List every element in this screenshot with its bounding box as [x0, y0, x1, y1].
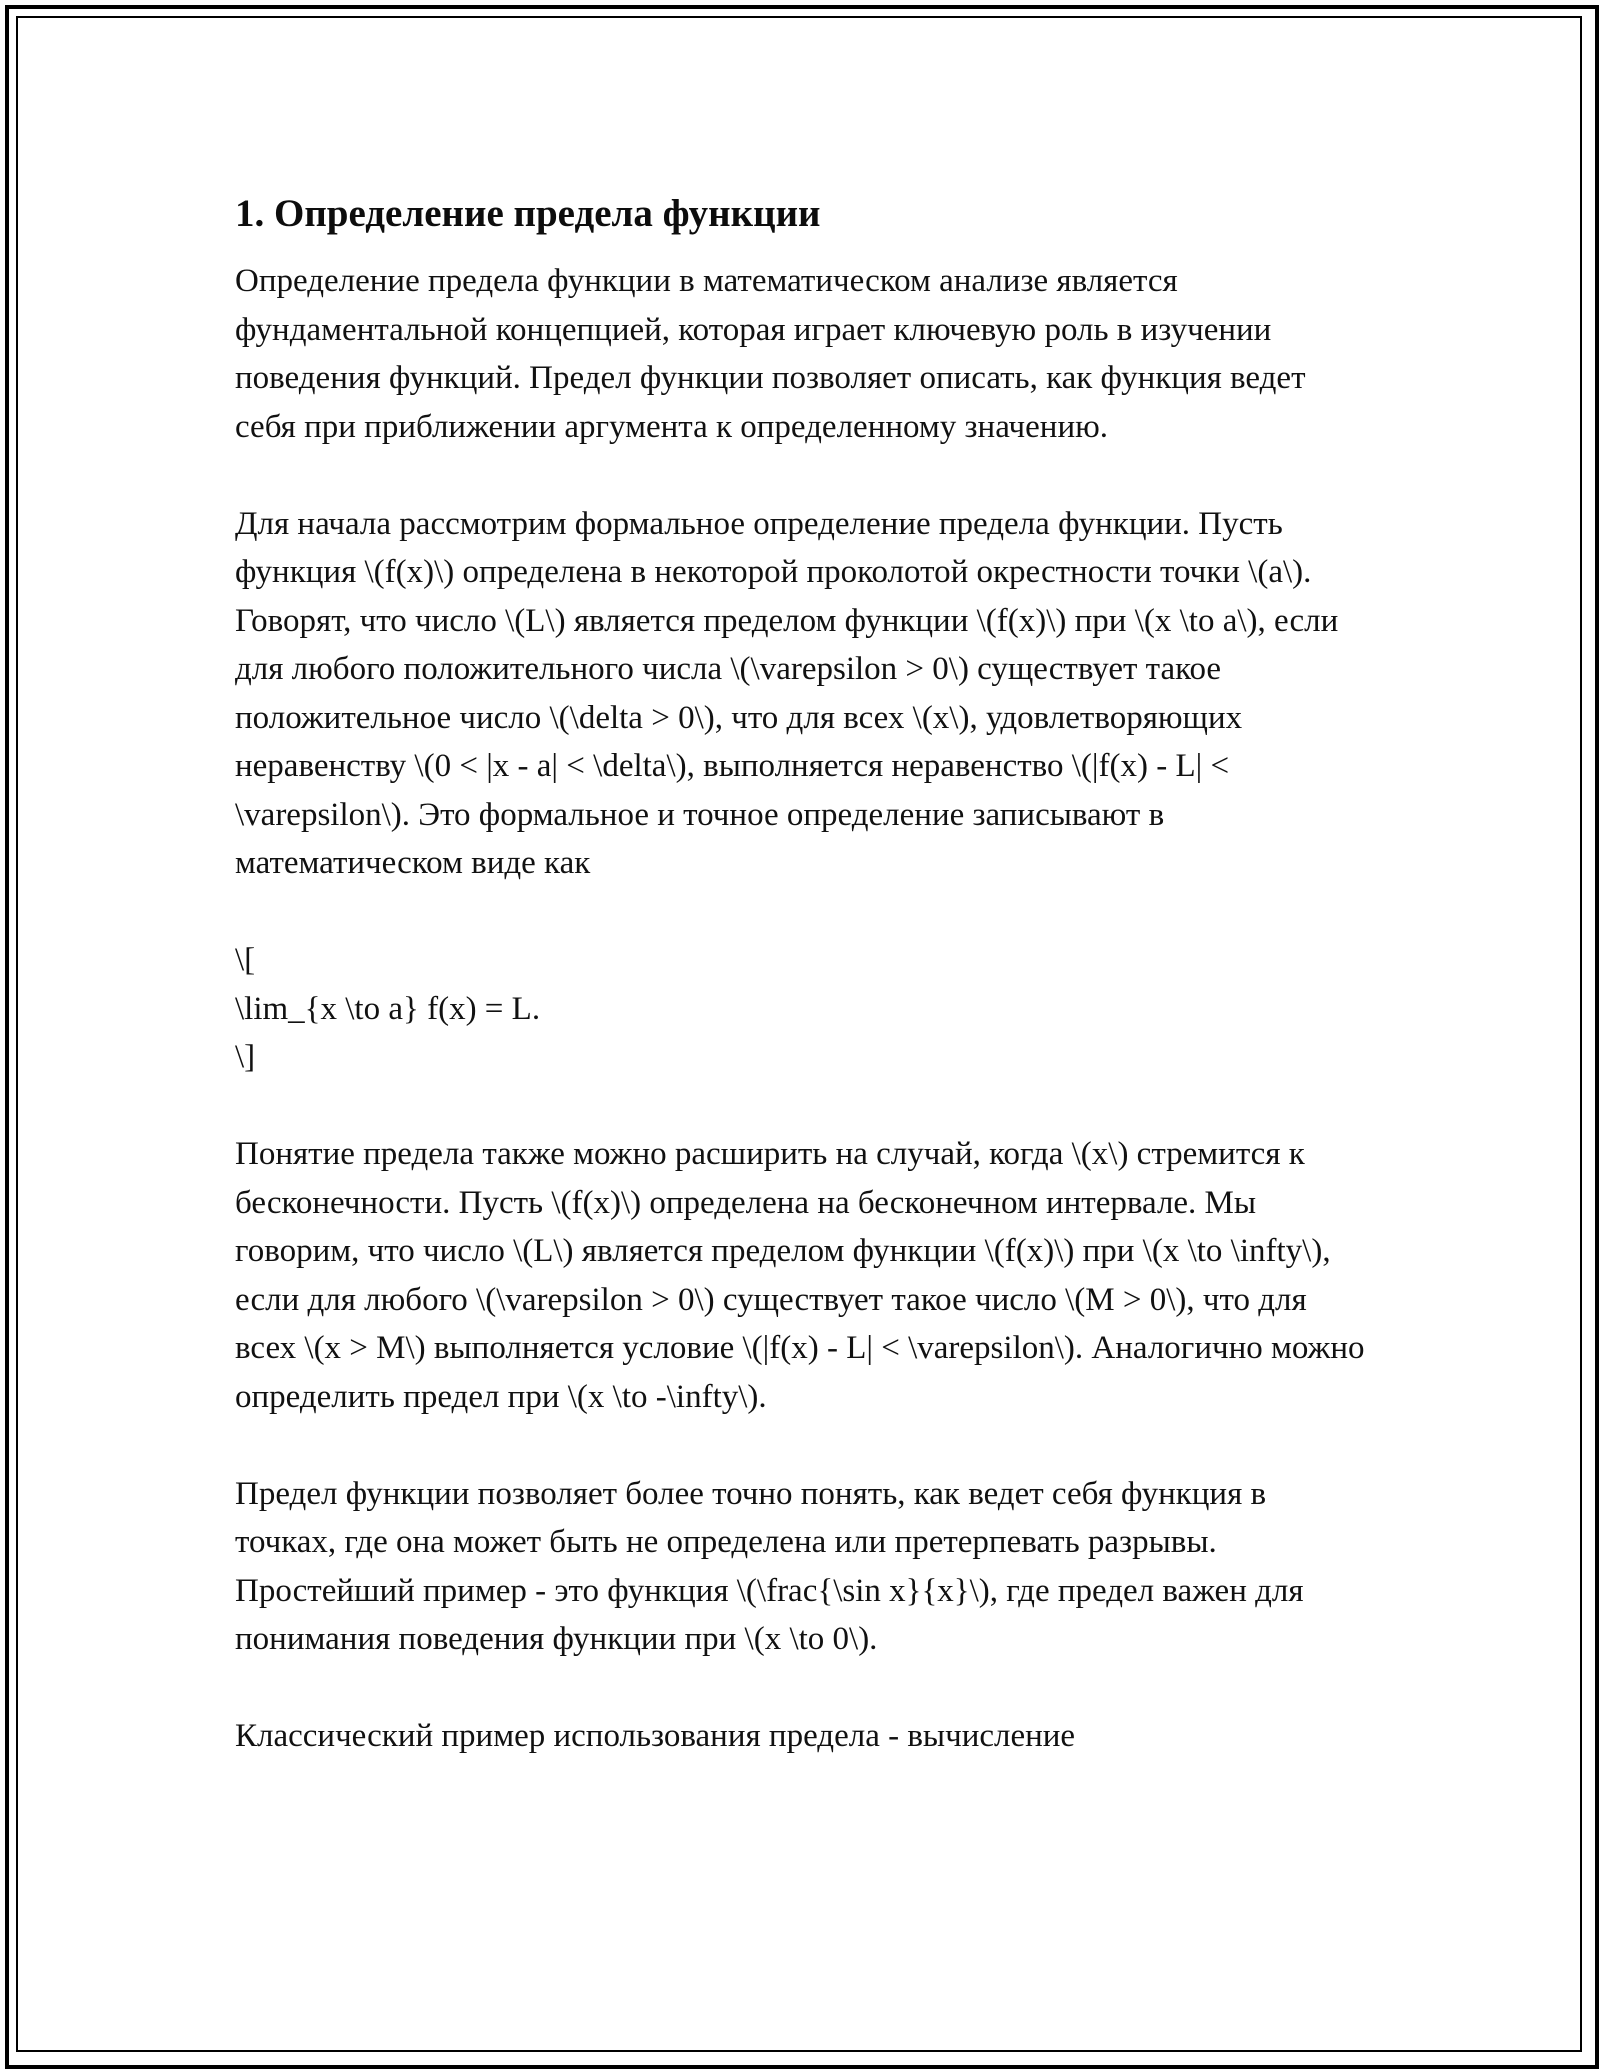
section-heading: 1. Определение предела функции	[235, 192, 821, 235]
paragraph-classic-example: Классический пример использования предела - вычисление	[235, 1718, 1076, 1754]
document-body	[235, 188, 1370, 1761]
paragraph-intro: Определение предела функции в математическом анализе является фундаментальной концепцией, которая играет ключевую роль в изучении поведения функций. Предел функции позволяет описать, как функция ведет себя при приближении аргумента к определенному значению.	[235, 263, 1306, 445]
paragraph-limit-at-infinity: Понятие предела также можно расширить на случай, когда \(x\) стремится к бесконечности. Пусть \(f(x)\) определена на бесконечном интервале. Мы говорим, что число \(L\) является пределом функции \(f(x)\) при \(x \to \infty\), если для любого \(\varepsilon > 0\) существует такое число \(M > 0\), что для всех \(x > M\) выполняется условие \(|f(x) - L| < \varepsilon\). Аналогично можно определить предел при \(x \to -\infty\).	[235, 1136, 1365, 1415]
paragraph-formal-definition: Для начала рассмотрим формальное определение предела функции. Пусть функция \(f(x)\) определена в некоторой проколотой окрестности точки \(a\). Говорят, что число \(L\) является пределом функции \(f(x)\) при \(x \to a\), если для любого положительного числа \(\varepsilon > 0\) существует такое положительное число \(\delta > 0\), что для всех \(x\), удовлетворяющих неравенству \(0 < |x - a| < \delta\), выполняется неравенство \(|f(x) - L| < \varepsilon\). Это формальное и точное определение записывают в математическом виде как	[235, 505, 1339, 881]
paragraph-discontinuity-example: Предел функции позволяет более точно понять, как ведет себя функция в точках, где она может быть не определена или претерпевать разрывы. Простейший пример - это функция \(\frac{\sin x}{x}\), где предел важен для понимания поведения функции при \(x \to 0\).	[235, 1475, 1304, 1657]
display-formula: \[ \lim_{x \to a} f(x) = L. \]	[235, 942, 541, 1075]
